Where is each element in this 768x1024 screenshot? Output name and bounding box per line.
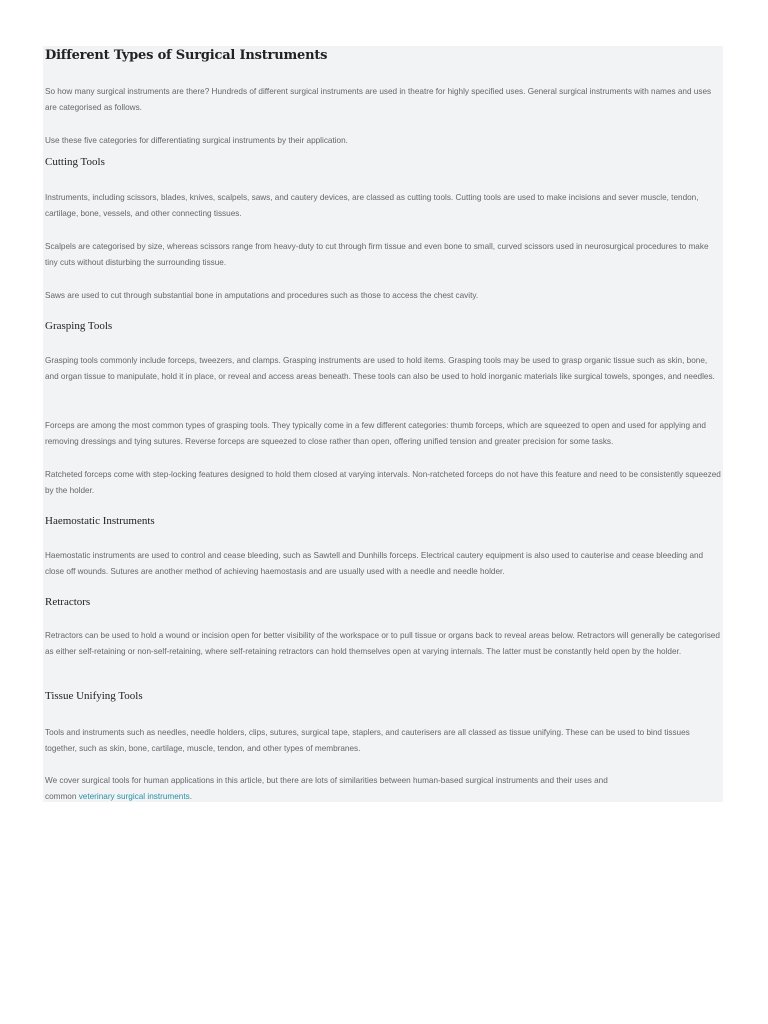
closing-end: . (189, 792, 192, 801)
section-paragraph: Grasping tools commonly include forceps, tweezers, and clamps. Grasping instruments are used to hold items. Grasping tools may be used to grasp organic tissue such as skin, bone, and organ tissue to manipulate, hold it in place, or reveal and access areas beneath. These tools can also be used to hold inorganic materials like surgical towels, sponges, and needles. (45, 356, 715, 381)
section-paragraph: Scalpels are categorised by size, whereas scissors range from heavy-duty to cut through firm tissue and even bone to small, curved scissors used in neurosurgical procedures to make tiny cuts without disturbing the surrounding tissue. (45, 242, 709, 267)
intro-paragraph: Use these five categories for differentiating surgical instruments by their application. (45, 136, 348, 145)
veterinary-instruments-link[interactable]: veterinary surgical instruments (78, 792, 190, 801)
section-paragraph: Ratcheted forceps come with step-locking features designed to hold them closed at varying intervals. Non-ratcheted forceps do not have this feature and need to be consistently squeezed by the holder. (45, 470, 721, 495)
section-paragraph: Retractors can be used to hold a wound or incision open for better visibility of the workspace or to pull tissue or organs back to reveal areas below. Retractors will generally be categorised as either self-retaining or non-self-retaining, where self-retaining retractors can hold themselves open at varying internals. The latter must be constantly held open by the holder. (45, 631, 720, 656)
page-title: Different Types of Surgical Instruments (45, 48, 328, 63)
article (43, 46, 723, 802)
section-paragraph: Instruments, including scissors, blades, knives, scalpels, saws, and cautery devices, are classed as cutting tools. Cutting tools are used to make incisions and sever muscle, tendon, cartilage, bone, vessels, and other connecting tissues. (45, 193, 699, 218)
section-paragraph: Saws are used to cut through substantial bone in amputations and procedures such as those to access the chest cavity. (45, 291, 479, 300)
section-heading-cutting-tools: Cutting Tools (45, 156, 105, 168)
section-paragraph: Haemostatic instruments are used to control and cease bleeding, such as Sawtell and Dunhills forceps. Electrical cautery equipment is also used to cauterise and cease bleeding and close off wounds. Sutures are another method of achieving haemostasis and are usually used with a needle and needle holder. (45, 551, 704, 576)
intro-paragraph: So how many surgical instruments are there? Hundreds of different surgical instruments are used in theatre for highly specified uses. General surgical instruments with names and uses are categorised as follows. (45, 87, 712, 112)
closing-text: We cover surgical tools for human applications in this article, but there are lots of similarities between human-based surgical instruments and their uses and common (45, 776, 608, 801)
section-paragraph: Forceps are among the most common types of grasping tools. They typically come in a few different categories: thumb forceps, which are squeezed to open and used for applying and removing dressings and tying sutures. Reverse forceps are squeezed to close rather than open, offering unified tension and greater precision for some tasks. (45, 421, 706, 446)
section-heading-grasping-tools: Grasping Tools (45, 320, 113, 332)
closing-paragraph (45, 773, 635, 805)
section-heading-tissue-unifying-tools: Tissue Unifying Tools (45, 690, 143, 702)
section-heading-retractors: Retractors (45, 596, 91, 608)
section-heading-haemostatic-instruments: Haemostatic Instruments (45, 515, 155, 527)
section-paragraph: Tools and instruments such as needles, needle holders, clips, sutures, surgical tape, staplers, and cauterisers are all classed as tissue unifying. These can be used to bind tissues together, such as skin, bone, cartilage, muscle, tendon, and other types of membranes. (45, 728, 690, 753)
